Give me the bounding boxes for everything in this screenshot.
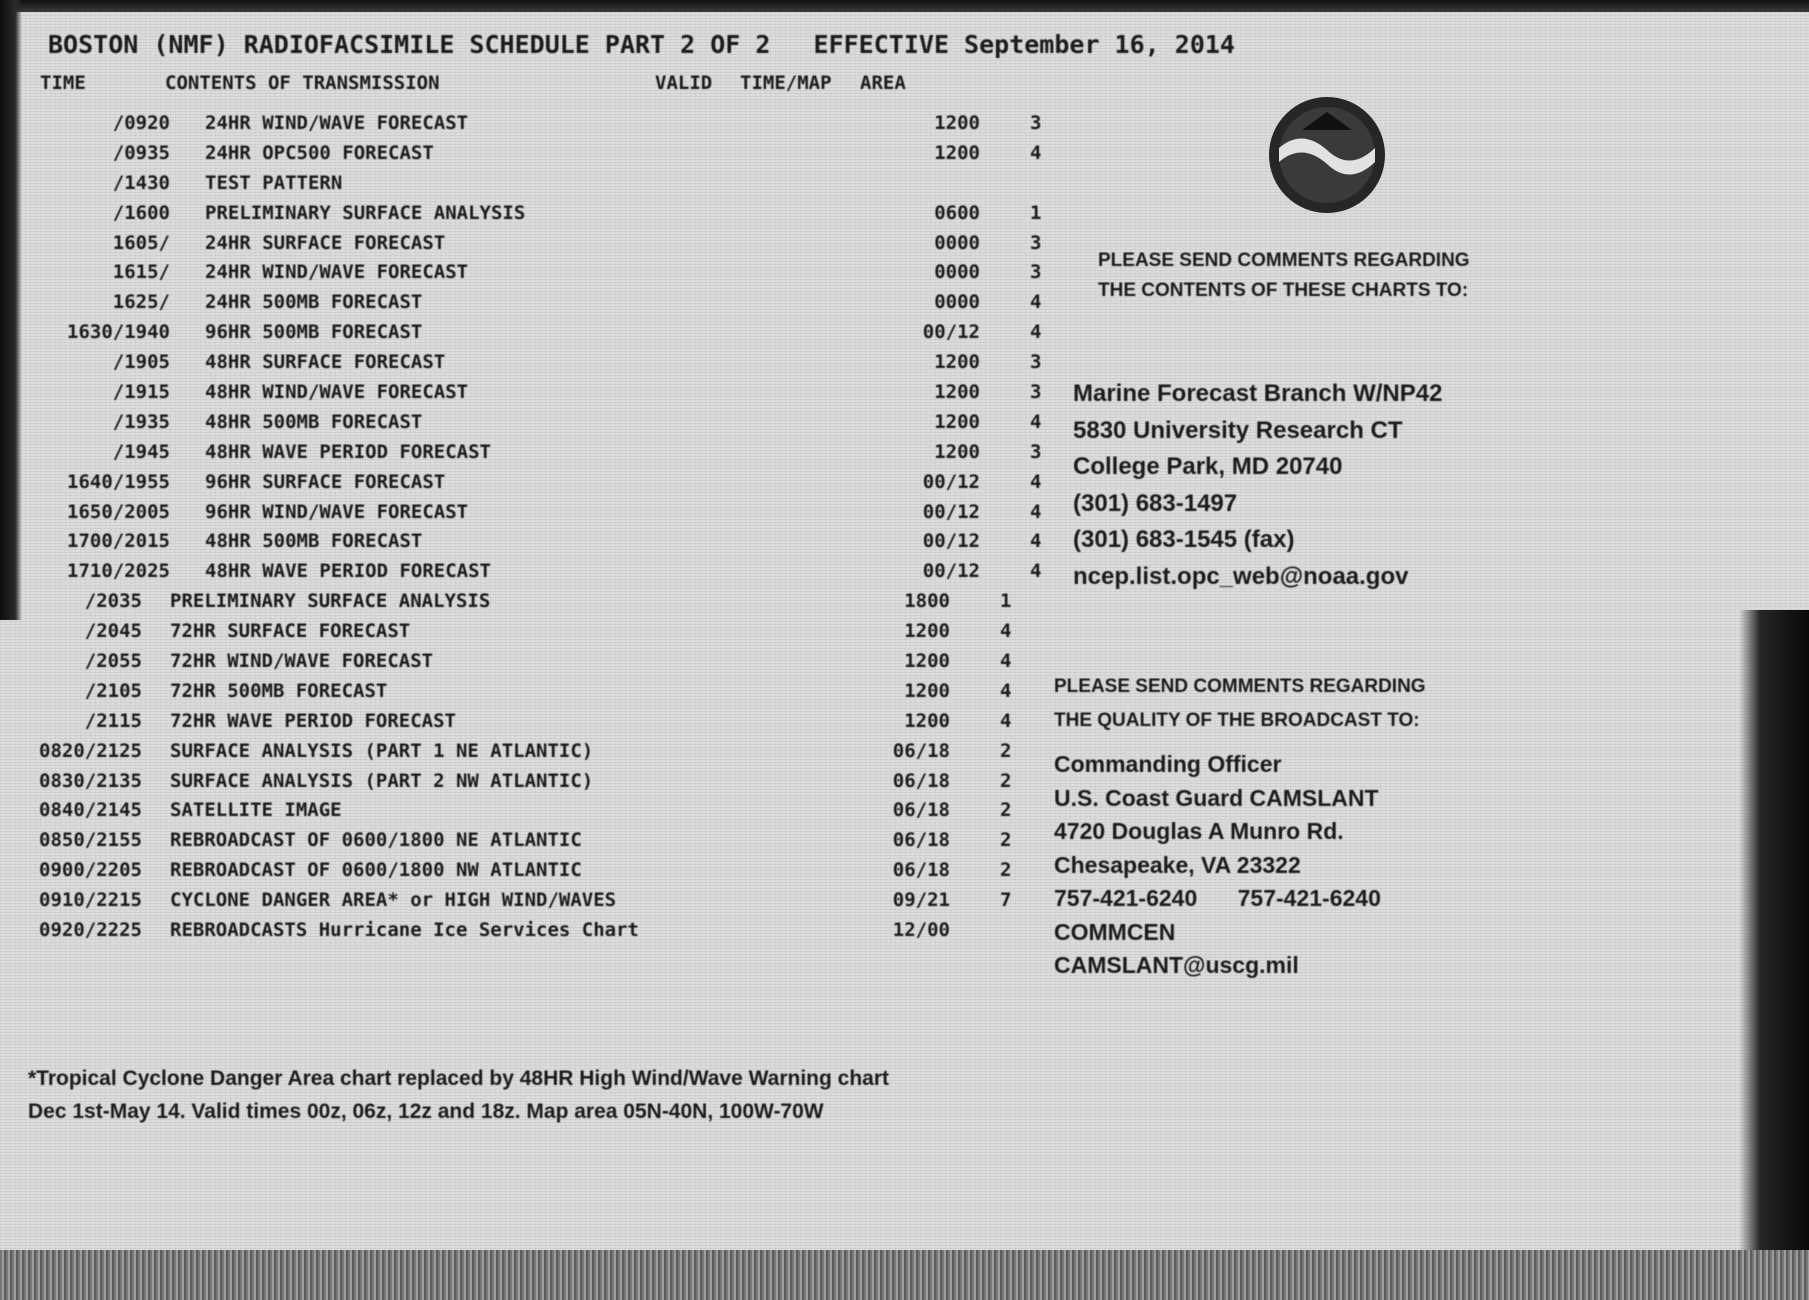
row-contents: 72HR SURFACE FORECAST (170, 620, 411, 643)
scan-edge-right (1739, 610, 1809, 1250)
row-contents: 24HR WIND/WAVE FORECAST (205, 112, 469, 134)
schedule-row (0, 471, 1050, 501)
opc-street: 5830 University Research CT (1073, 416, 1403, 444)
row-time: 1625/ (112, 291, 170, 314)
row-contents: 72HR WIND/WAVE FORECAST (170, 650, 434, 673)
row-time: 1700/2015 (67, 530, 170, 553)
row-area: 4 (1030, 291, 1042, 314)
row-contents: 48HR 500MB FORECAST (205, 410, 423, 433)
footnote-line2: Dec 1st-May 14. Valid times 00z, 06z, 12z and 18z. Map area 05N-40N, 100W-70W (28, 1100, 824, 1123)
row-contents: 48HR WIND/WAVE FORECAST (205, 381, 469, 404)
row-valid: 0600 (934, 201, 980, 224)
row-valid: 00/12 (922, 530, 980, 553)
row-contents: 48HR WAVE PERIOD FORECAST (205, 560, 491, 583)
schedule-row (0, 560, 1050, 590)
row-area: 3 (1030, 231, 1042, 254)
row-contents: 24HR OPC500 FORECAST (205, 141, 434, 164)
schedule-row (0, 232, 1050, 262)
row-area: 4 (1030, 141, 1042, 164)
row-area: 4 (1000, 650, 1012, 673)
row-valid: 00/12 (922, 470, 980, 493)
row-contents: SURFACE ANALYSIS (PART 2 NW ATLANTIC) (170, 769, 594, 792)
schedule-title: BOSTON (NMF) RADIOFACSIMILE SCHEDULE PART 2 OF 2 (48, 30, 771, 59)
row-area: 4 (1030, 470, 1042, 493)
row-valid: 1800 (904, 590, 950, 613)
schedule-row (0, 590, 1050, 620)
schedule-table (0, 112, 1050, 949)
row-contents: PRELIMINARY SURFACE ANALYSIS (205, 201, 526, 224)
footnote (28, 1062, 889, 1128)
row-area: 4 (1000, 709, 1012, 732)
opc-org: Marine Forecast Branch W/NP42 (1073, 380, 1443, 407)
row-time: 0820/2125 (39, 739, 142, 762)
row-time: 1650/2005 (67, 500, 170, 523)
contents-comments-line1: PLEASE SEND COMMENTS REGARDING (1098, 250, 1470, 271)
row-time: /1905 (112, 351, 170, 374)
row-valid: 1200 (904, 679, 950, 702)
footnote-line1: *Tropical Cyclone Danger Area chart replaced by 48HR High Wind/Wave Warning chart (28, 1067, 890, 1090)
schedule-row (0, 829, 1050, 859)
row-area: 4 (1030, 410, 1042, 433)
schedule-row (0, 530, 1050, 560)
schedule-row (0, 411, 1050, 441)
row-contents: CYCLONE DANGER AREA* or HIGH WIND/WAVES (170, 889, 617, 912)
row-time: 1640/1955 (67, 470, 170, 493)
row-valid: 00/12 (922, 560, 980, 583)
row-valid: 06/18 (892, 769, 950, 792)
row-area: 4 (1030, 321, 1042, 344)
cg-phone2: 757-421-6240 (1237, 885, 1381, 911)
row-area: 3 (1030, 261, 1042, 284)
col-time-map: TIME/MAP (740, 72, 832, 94)
opc-email: ncep.list.opc_web@noaa.gov (1073, 562, 1409, 590)
row-time: /0920 (112, 112, 170, 134)
row-area: 4 (1030, 560, 1042, 583)
opc-fax: (301) 683-1545 (fax) (1073, 526, 1295, 553)
row-valid: 1200 (934, 410, 980, 433)
row-time: /1600 (112, 201, 170, 224)
row-valid: 06/18 (892, 829, 950, 852)
row-valid: 1200 (934, 351, 980, 374)
schedule-row (0, 261, 1050, 291)
row-time: 0920/2225 (39, 919, 142, 942)
row-time: /1915 (112, 381, 170, 404)
row-area: 2 (1000, 769, 1012, 792)
row-valid: 0000 (934, 261, 980, 284)
row-contents: REBROADCAST OF 0600/1800 NE ATLANTIC (170, 829, 582, 852)
row-area: 3 (1030, 351, 1042, 374)
row-area: 4 (1000, 620, 1012, 643)
schedule-row (0, 680, 1050, 710)
row-contents: 96HR SURFACE FORECAST (205, 470, 446, 493)
row-valid: 1200 (904, 709, 950, 732)
row-valid: 09/21 (892, 889, 950, 912)
row-area: 1 (1030, 201, 1042, 224)
coastguard-address (1054, 748, 1381, 983)
row-area: 3 (1030, 112, 1042, 134)
schedule-row (0, 650, 1050, 680)
schedule-row (0, 321, 1050, 351)
noaa-logo (1262, 90, 1392, 220)
row-time: 0840/2145 (39, 799, 142, 822)
row-contents: 72HR 500MB FORECAST (170, 679, 388, 702)
row-contents: REBROADCAST OF 0600/1800 NW ATLANTIC (170, 859, 582, 882)
schedule-row (0, 889, 1050, 919)
row-valid: 0000 (934, 291, 980, 314)
schedule-row (0, 770, 1050, 800)
schedule-row (0, 799, 1050, 829)
schedule-row (0, 202, 1050, 232)
cg-phones (1054, 882, 1381, 916)
row-contents: 72HR WAVE PERIOD FORECAST (170, 709, 456, 732)
row-time: 0830/2135 (39, 769, 142, 792)
row-area: 2 (1000, 859, 1012, 882)
cg-email: CAMSLANT@uscg.mil (1054, 952, 1299, 978)
row-area: 3 (1030, 440, 1042, 463)
row-contents: 96HR WIND/WAVE FORECAST (205, 500, 469, 523)
schedule-row (0, 142, 1050, 172)
schedule-row (0, 919, 1050, 949)
schedule-row (0, 501, 1050, 531)
row-contents: SURFACE ANALYSIS (PART 1 NE ATLANTIC) (170, 739, 594, 762)
cg-dsn: COMMCEN (1054, 918, 1176, 945)
row-contents: REBROADCASTS Hurricane Ice Services Chart (170, 919, 639, 942)
opc-city: College Park, MD 20740 (1073, 453, 1343, 480)
opc-address (1073, 376, 1442, 595)
row-time: /1945 (112, 440, 170, 463)
col-valid: VALID (655, 72, 713, 94)
col-time: TIME (40, 72, 86, 94)
cg-city: Chesapeake, VA 23322 (1054, 851, 1301, 878)
row-contents: SATELLITE IMAGE (170, 799, 342, 822)
row-area: 1 (1000, 590, 1012, 613)
row-area: 4 (1000, 679, 1012, 702)
row-time: 1630/1940 (67, 321, 170, 344)
row-area: 3 (1030, 381, 1042, 404)
row-time: /1430 (112, 171, 170, 194)
row-time: /2045 (84, 620, 142, 643)
row-time: 0850/2155 (39, 829, 142, 852)
row-time: /2115 (84, 709, 142, 732)
row-time: 1605/ (112, 231, 170, 254)
row-valid: 1200 (904, 650, 950, 673)
contents-comments (1098, 246, 1470, 306)
row-valid: 00/12 (922, 500, 980, 523)
row-area: 2 (1000, 799, 1012, 822)
row-contents: 24HR WIND/WAVE FORECAST (205, 261, 469, 284)
row-valid: 12/00 (892, 919, 950, 942)
row-time: /2035 (84, 590, 142, 613)
schedule-header (48, 30, 1448, 64)
row-contents: 96HR 500MB FORECAST (205, 321, 423, 344)
cg-street: 4720 Douglas A Munro Rd. (1054, 818, 1344, 844)
row-area: 2 (1000, 829, 1012, 852)
row-valid: 06/18 (892, 739, 950, 762)
row-time: /1935 (112, 410, 170, 433)
row-valid: 1200 (904, 620, 950, 643)
quality-comments-line1: PLEASE SEND COMMENTS REGARDING (1054, 676, 1426, 697)
row-time: 1615/ (112, 261, 170, 284)
effective-date: EFFECTIVE September 16, 2014 (813, 30, 1235, 59)
cg-phone1: 757-421-6240 (1054, 885, 1198, 911)
schedule-row (0, 112, 1050, 142)
row-time: /0935 (112, 141, 170, 164)
row-time: 0910/2215 (39, 889, 142, 912)
quality-comments (1054, 670, 1426, 738)
contents-comments-line2: THE CONTENTS OF THESE CHARTS TO: (1098, 280, 1469, 301)
row-valid: 0000 (934, 231, 980, 254)
row-contents: PRELIMINARY SURFACE ANALYSIS (170, 590, 491, 613)
quality-comments-line2: THE QUALITY OF THE BROADCAST TO: (1054, 710, 1420, 731)
row-valid: 00/12 (922, 321, 980, 344)
row-area: 2 (1000, 739, 1012, 762)
schedule-row (0, 740, 1050, 770)
row-time: /2055 (84, 650, 142, 673)
row-valid: 1200 (934, 440, 980, 463)
schedule-row (0, 710, 1050, 740)
row-area: 7 (1000, 889, 1012, 912)
row-contents: 48HR SURFACE FORECAST (205, 351, 446, 374)
row-area: 4 (1030, 500, 1042, 523)
row-contents: 48HR WAVE PERIOD FORECAST (205, 440, 491, 463)
row-time: 1710/2025 (67, 560, 170, 583)
schedule-row (0, 172, 1050, 202)
row-time: /2105 (84, 679, 142, 702)
row-area: 4 (1030, 530, 1042, 553)
row-contents: 24HR 500MB FORECAST (205, 291, 423, 314)
row-valid: 1200 (934, 112, 980, 134)
col-area: AREA (860, 72, 906, 94)
schedule-row (0, 859, 1050, 889)
cg-unit: U.S. Coast Guard CAMSLANT (1054, 784, 1379, 811)
schedule-row (0, 351, 1050, 381)
schedule-row (0, 441, 1050, 471)
row-valid: 06/18 (892, 799, 950, 822)
opc-phone: (301) 683-1497 (1073, 489, 1238, 517)
row-valid: 06/18 (892, 859, 950, 882)
schedule-row (0, 291, 1050, 321)
col-contents: CONTENTS OF TRANSMISSION (165, 72, 440, 94)
row-valid: 1200 (934, 141, 980, 164)
row-time: 0900/2205 (39, 859, 142, 882)
row-contents: 24HR SURFACE FORECAST (205, 231, 446, 254)
row-contents: 48HR 500MB FORECAST (205, 530, 423, 553)
schedule-row (0, 620, 1050, 650)
cg-title: Commanding Officer (1054, 751, 1282, 777)
scan-noise-bottom (0, 1250, 1809, 1300)
scan-edge-top (0, 0, 1809, 12)
schedule-row (0, 381, 1050, 411)
row-contents: TEST PATTERN (205, 171, 343, 194)
row-valid: 1200 (934, 381, 980, 404)
